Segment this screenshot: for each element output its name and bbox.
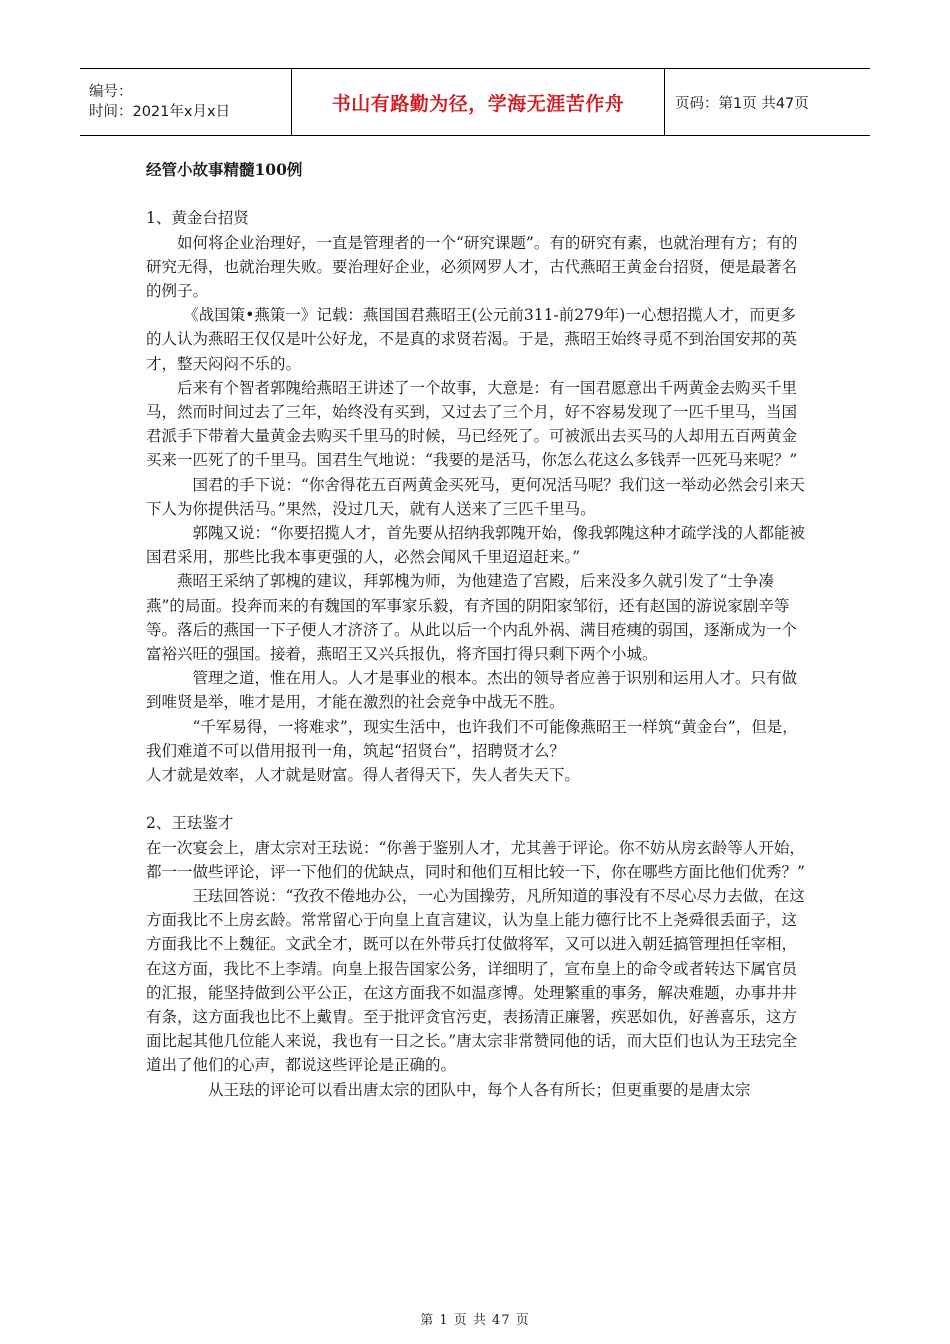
- paragraph: 郭隗又说：“你要招揽人才，首先要从招纳我郭隗开始，像我郭隗这种才疏学浅的人都能被国君采用，那些比我本事更强的人，必然会闻风千里迢迢赶来。”: [146, 524, 805, 567]
- paragraph: 如何将企业治理好，一直是管理者的一个“研究课题”。有的研究有素，也就治理有方；有的研究无得，也就治理失败。要治理好企业，必须网罗人才，古代燕昭王黄金台招贤，便是最著名的例子。: [146, 233, 798, 300]
- paragraph: 人才就是效率，人才就是财富。得人者得天下，失人者失天下。: [146, 766, 581, 785]
- document-body: [146, 158, 808, 1102]
- paragraph: 《战国策•燕策一》记载：燕国国君燕昭王(公元前311-前279年)一心想招揽人才，而更多的人认为燕昭王仅仅是叶公好龙，不是真的求贤若渴。于是，燕昭王始终寻觅不到治国安邦的英才，整天闷闷不乐的。: [146, 306, 798, 373]
- paragraph: 燕昭王采纳了郭槐的建议，拜郭槐为师，为他建造了宫殿，后来没多久就引发了“士争凑燕”的局面。投奔而来的有魏国的军事家乐毅，有齐国的阴阳家邹衍，还有赵国的游说家剧辛等等。落后的燕国一下子便人才济济了。从此以后一个内乱外祸、满目疮痍的弱国，逐渐成为一个富裕兴旺的强国。接着，燕昭王又兴兵报仇，将齐国打得只剩下两个小城。: [146, 572, 798, 664]
- section-heading: 2、王珐鉴才: [146, 814, 234, 833]
- header-slogan: 书山有路勤为径，学海无涯苦作舟: [291, 69, 665, 135]
- paragraph: 王珐回答说：“孜孜不倦地办公，一心为国操劳，凡所知道的事没有不尽心尽力去做，在这方面我比不上房玄龄。常常留心于向皇上直言建议，认为皇上能力德行比不上尧舜很丢面子，这方面我比不上魏征。文武全才，既可以在外带兵打仗做将军，又可以进入朝廷搞管理担任宰相，在这方面，我比不上李靖。向皇上报告国家公务，详细明了，宣布皇上的命令或者转达下属官员的汇报，能坚持做到公平公正，在这方面我不如温彦博。处理繁重的事务，解决难题，办事井井有条，这方面我也比不上戴胄。至于批评贪官污吏，表扬清正廉署，疾恶如仇，好善喜乐，这方面比起其他几位能人来说，我也有一日之长。”唐太宗非常赞同他的话，而大臣们也认为王珐完全道出了他们的心声，都说这些评论是正确的。: [146, 887, 805, 1075]
- paragraph: “千军易得，一将难求”，现实生活中，也许我们不可能像燕昭王一样筑“黄金台”，但是，我们难道不可以借用报刊一角，筑起“招贤台”，招聘贤才么？: [146, 717, 798, 760]
- paragraph: 在一次宴会上，唐太宗对王珐说：“你善于鉴别人才，尤其善于评论。你不妨从房玄龄等人开始，都一一做些评论，评一下他们的优缺点，同时和他们互相比较一下，你在哪些方面比他们优秀？”: [146, 838, 805, 881]
- paragraph: 国君的手下说：“你舍得花五百两黄金买死马，更何况活马呢？我们这一举动必然会引来天下人为你提供活马。”果然，没过几天，就有人送来了三匹千里马。: [146, 475, 805, 518]
- document-title: 经管小故事精髓100例: [146, 160, 303, 179]
- paragraph: 管理之道，惟在用人。人才是事业的根本。杰出的领导者应善于识别和运用人才。只有做到唯贤是举，唯才是用，才能在激烈的社会竞争中战无不胜。: [146, 669, 798, 712]
- header-meta: [80, 69, 291, 135]
- time-label: 时间：2021年x月x日: [89, 104, 231, 120]
- paragraph: 后来有个智者郭隗给燕昭王讲述了一个故事，大意是：有一国君愿意出千两黄金去购买千里马，然而时间过去了三年，始终没有买到，又过去了三个月，好不容易发现了一匹千里马，当国君派手下带着大量黄金去购买千里马的时候，马已经死了。可被派出去买马的人却用五百两黄金买来一匹死了的千里马。国君生气地说：“我要的是活马，你怎么花这么多钱弄一匹死马来呢？”: [146, 378, 798, 470]
- page-footer: 第 1 页 共 47 页: [420, 1313, 530, 1328]
- number-label: 编号：: [89, 84, 133, 100]
- header-page-info: 页码：第1页 共47页: [675, 95, 809, 112]
- section-heading: 1、黄金台招贤: [146, 209, 249, 228]
- paragraph: 从王珐的评论可以看出唐太宗的团队中，每个人各有所长；但更重要的是唐太宗: [208, 1080, 751, 1099]
- page-header: [80, 68, 870, 136]
